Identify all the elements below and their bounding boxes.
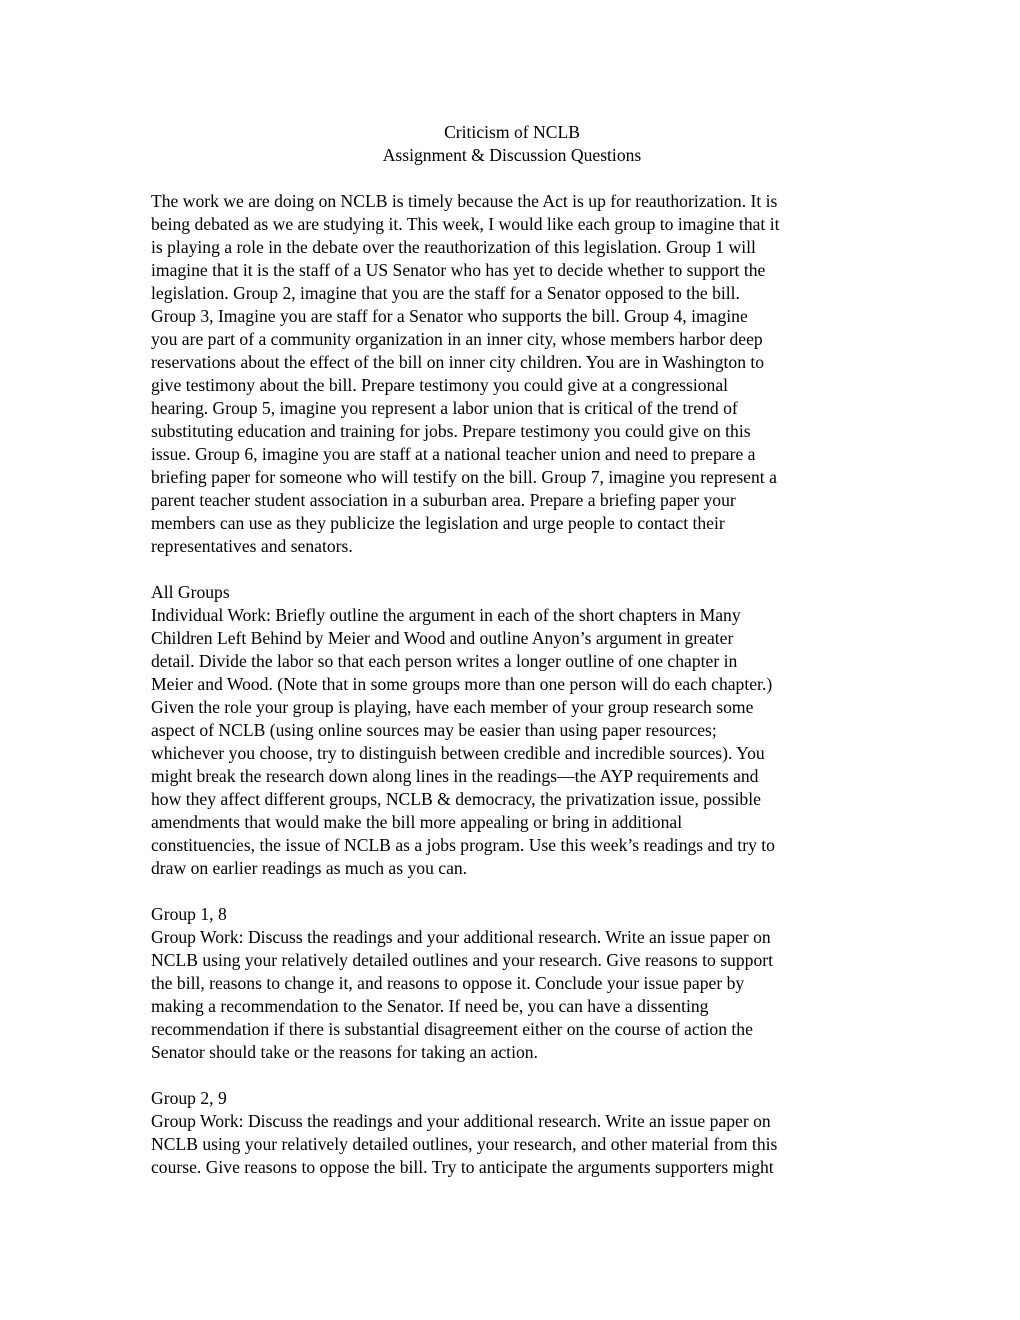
text-line: reservations about the effect of the bill on inner city children. You are in Washington to [151, 352, 765, 372]
text-line: Group 2, 9 [151, 1088, 227, 1108]
text-line: NCLB using your relatively detailed outlines and your research. Give reasons to support [151, 950, 773, 970]
text-line: parent teacher student association in a suburban area. Prepare a briefing paper your [151, 490, 736, 510]
text-line: amendments that would make the bill more appealing or bring in additional [151, 812, 683, 832]
text-line: recommendation if there is substantial disagreement either on the course of action the [151, 1019, 753, 1039]
text-line: being debated as we are studying it. This week, I would like each group to imagine that it [151, 214, 780, 234]
text-line: detail. Divide the labor so that each person writes a longer outline of one chapter in [151, 651, 738, 671]
document-title: Criticism of NCLB [444, 122, 580, 142]
text-line: how they affect different groups, NCLB & democracy, the privatization issue, possible [151, 789, 761, 809]
text-line: Group Work: Discuss the readings and your additional research. Write an issue paper on [151, 1111, 771, 1131]
text-line: Given the role your group is playing, have each member of your group research some [151, 697, 754, 717]
text-line: aspect of NCLB (using online sources may be easier than using paper resources; [151, 720, 717, 740]
text-line: NCLB using your relatively detailed outlines, your research, and other material from this [151, 1134, 778, 1154]
text-line: Group 3, Imagine you are staff for a Senator who supports the bill. Group 4, imagine [151, 306, 748, 326]
text-line: issue. Group 6, imagine you are staff at a national teacher union and need to prepare a [151, 444, 756, 464]
text-line: draw on earlier readings as much as you can. [151, 858, 468, 878]
text-line: making a recommendation to the Senator. If need be, you can have a dissenting [151, 996, 709, 1016]
text-line: Group 1, 8 [151, 904, 227, 924]
text-line: legislation. Group 2, imagine that you are the staff for a Senator opposed to the bill. [151, 283, 740, 303]
text-line: is playing a role in the debate over the reauthorization of this legislation. Group 1 will [151, 237, 756, 257]
text-line: you are part of a community organization in an inner city, whose members harbor deep [151, 329, 763, 349]
text-line: All Groups [151, 582, 230, 602]
text-line: Individual Work: Briefly outline the argument in each of the short chapters in Many [151, 605, 741, 625]
text-line: briefing paper for someone who will testify on the bill. Group 7, imagine you represent a [151, 467, 777, 487]
text-line: substituting education and training for jobs. Prepare testimony you could give on this [151, 421, 751, 441]
all-groups-section [151, 581, 873, 880]
text-line: course. Give reasons to oppose the bill. Try to anticipate the arguments supporters might [151, 1157, 774, 1177]
group-1-8-section [151, 903, 873, 1064]
text-line: Group Work: Discuss the readings and your additional research. Write an issue paper on [151, 927, 771, 947]
text-line: constituencies, the issue of NCLB as a jobs program. Use this week’s readings and try to [151, 835, 775, 855]
document-body [151, 121, 873, 1202]
text-line: Meier and Wood. (Note that in some groups more than one person will do each chapter.) [151, 674, 773, 694]
text-line: whichever you choose, try to distinguish between credible and incredible sources). You [151, 743, 765, 763]
text-line: Senator should take or the reasons for taking an action. [151, 1042, 538, 1062]
text-line: give testimony about the bill. Prepare testimony you could give at a congressional [151, 375, 729, 395]
text-line: might break the research down along lines in the readings—the AYP requirements and [151, 766, 759, 786]
text-line: representatives and senators. [151, 536, 353, 556]
text-line: hearing. Group 5, imagine you represent a labor union that is critical of the trend of [151, 398, 738, 418]
text-line: members can use as they publicize the legislation and urge people to contact their [151, 513, 725, 533]
title-block [151, 121, 873, 167]
text-line: The work we are doing on NCLB is timely because the Act is up for reauthorization. It is [151, 191, 778, 211]
group-2-9-section [151, 1087, 873, 1179]
text-line: imagine that it is the staff of a US Senator who has yet to decide whether to support the [151, 260, 766, 280]
intro-paragraph [151, 190, 873, 558]
text-line: the bill, reasons to change it, and reasons to oppose it. Conclude your issue paper by [151, 973, 745, 993]
document-subtitle: Assignment & Discussion Questions [382, 145, 642, 165]
text-line: Children Left Behind by Meier and Wood and outline Anyon’s argument in greater [151, 628, 734, 648]
